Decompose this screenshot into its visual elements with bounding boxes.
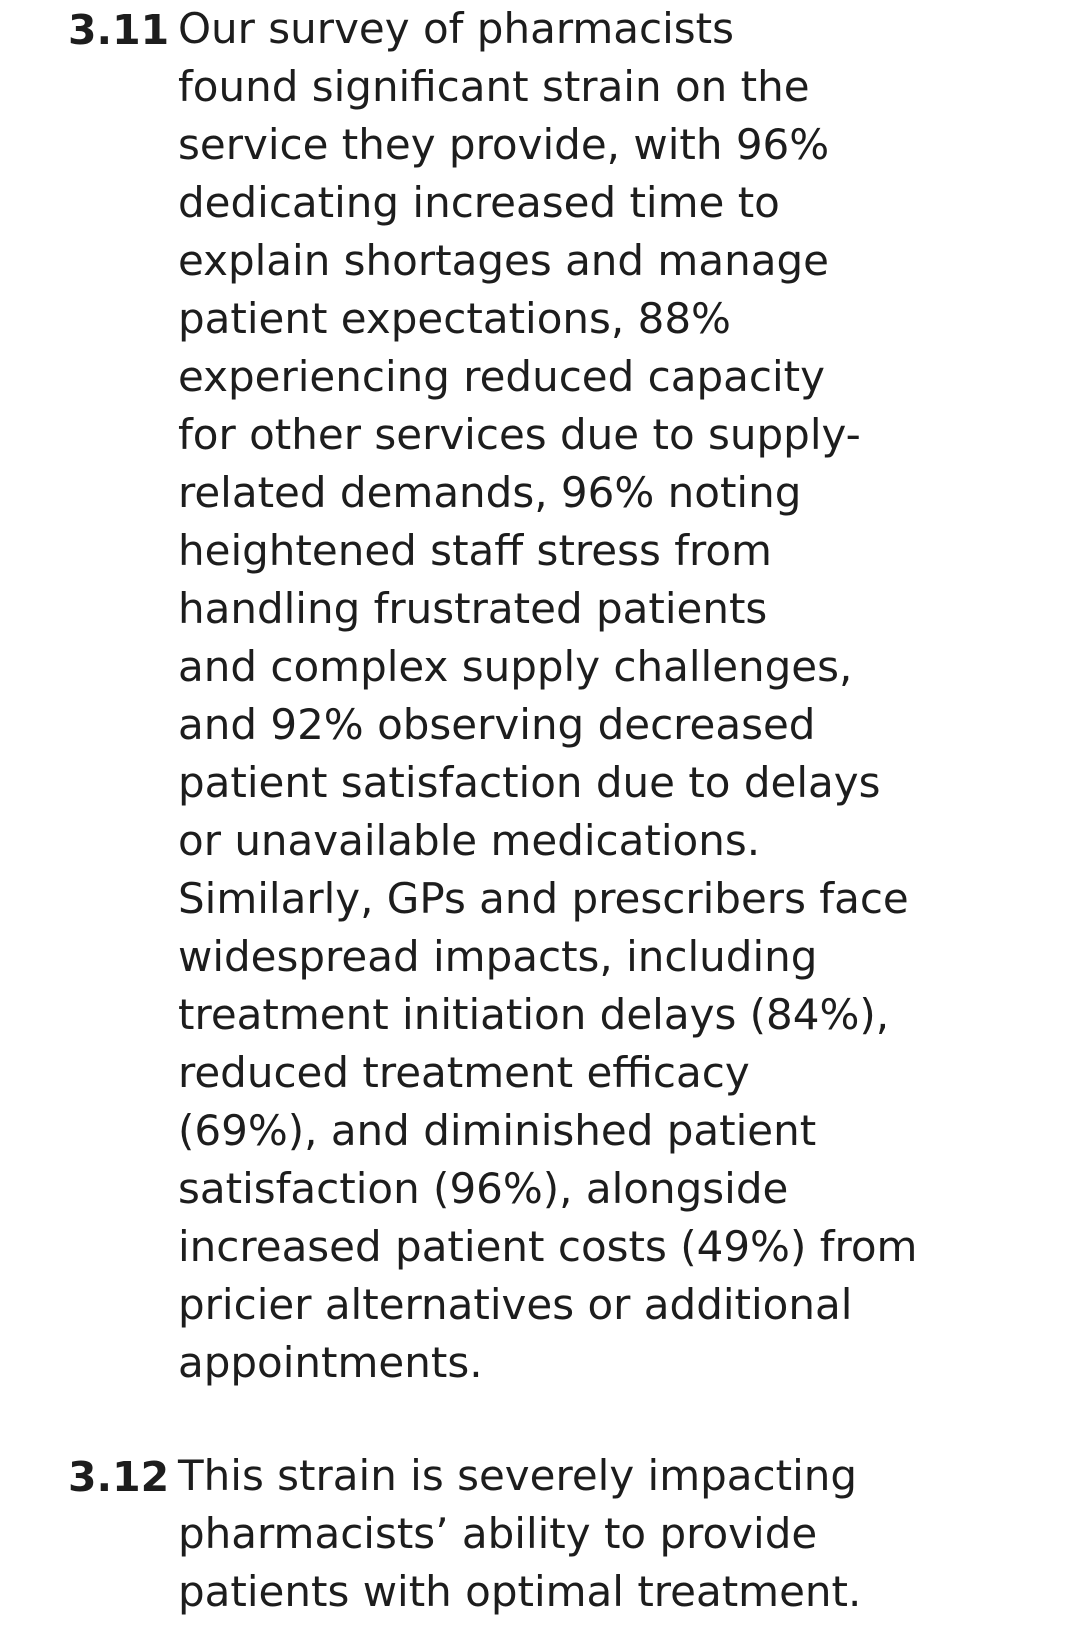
paragraph-body	[178, 0, 917, 1392]
text-line: reduced treatment efficacy	[178, 1048, 750, 1097]
text-line: pharmacists’ ability to provide	[178, 1509, 818, 1558]
text-line: This strain is severely impacting	[178, 1451, 858, 1500]
text-line: dedicating increased time to	[178, 178, 780, 227]
text-line: found significant strain on the	[178, 62, 810, 111]
text-line: treatment initiation delays (84%),	[178, 990, 890, 1039]
text-line: patient expectations, 88%	[178, 294, 731, 343]
text-line: and complex supply challenges,	[178, 642, 853, 691]
paragraph-number: 3.11	[68, 6, 170, 54]
text-line: or unavailable medications.	[178, 816, 761, 865]
text-line: experiencing reduced capacity	[178, 352, 825, 401]
text-line: explain shortages and manage	[178, 236, 829, 285]
text-line: handling frustrated patients	[178, 584, 768, 633]
text-line: patients with optimal treatment.	[178, 1567, 862, 1616]
text-line: patient satisfaction due to delays	[178, 758, 881, 807]
text-line: (69%), and diminished patient	[178, 1106, 817, 1155]
text-line: for other services due to supply-	[178, 410, 861, 459]
text-line: satisfaction (96%), alongside	[178, 1164, 789, 1213]
text-line: pricier alternatives or additional	[178, 1280, 853, 1329]
paragraph-body	[178, 1447, 861, 1621]
paragraph-number: 3.12	[68, 1453, 170, 1501]
text-line: increased patient costs (49%) from	[178, 1222, 918, 1271]
text-line: related demands, 96% noting	[178, 468, 802, 517]
text-line: heightened staff stress from	[178, 526, 772, 575]
text-line: widespread impacts, including	[178, 932, 818, 981]
text-line: Similarly, GPs and prescribers face	[178, 874, 909, 923]
text-line: and 92% observing decreased	[178, 700, 816, 749]
text-line: service they provide, with 96%	[178, 120, 830, 169]
text-line: appointments.	[178, 1338, 483, 1387]
text-line: Our survey of pharmacists	[178, 4, 734, 53]
